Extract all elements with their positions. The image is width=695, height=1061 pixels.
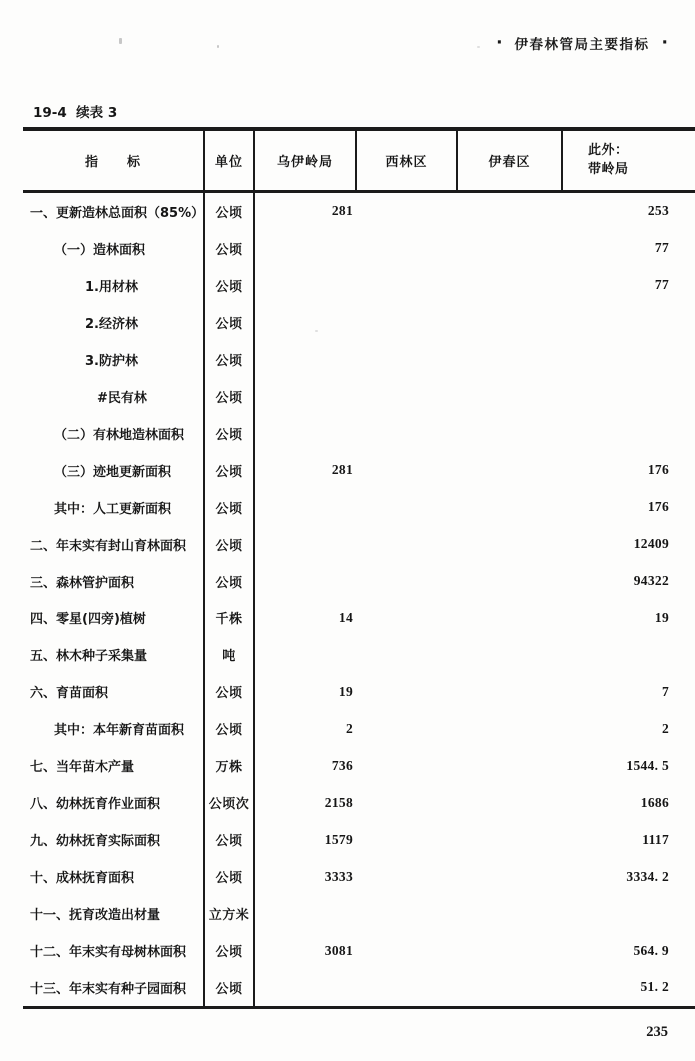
- row-unit: 公顷: [205, 452, 255, 489]
- cell-xilin: [357, 858, 458, 895]
- cell-dailing: 1686: [640, 794, 669, 810]
- cell-wuyiling: [255, 304, 357, 341]
- row-indicator: 八、幼林抚育作业面积: [23, 784, 205, 821]
- cell-dailing: 2: [661, 720, 669, 736]
- running-header-title: 伊春林管局主要指标: [514, 37, 650, 53]
- cell-dailing: 51. 2: [640, 979, 669, 995]
- row-indicator: 其中：本年新育苗面积: [23, 710, 205, 747]
- scan-speck: [315, 330, 318, 332]
- row-unit: 公顷: [205, 341, 255, 378]
- statistics-table: [23, 127, 695, 1009]
- table-row: [23, 969, 695, 1006]
- cell-xilin: [357, 489, 458, 526]
- column-header-indicator: 指 标: [23, 131, 205, 190]
- table-row: [23, 784, 695, 821]
- table-row: [23, 636, 695, 673]
- cell-wuyiling: 1579: [324, 831, 353, 847]
- cell-xilin: [357, 784, 458, 821]
- cell-yichun: [458, 784, 563, 821]
- cell-yichun: [458, 747, 563, 784]
- cell-dailing: 19: [654, 609, 669, 625]
- column-header-unit: 单位: [205, 131, 255, 190]
- cell-wuyiling: [255, 563, 357, 600]
- cell-xilin: [357, 821, 458, 858]
- scan-speck: [217, 45, 219, 48]
- cell-wuyiling: [255, 341, 357, 378]
- row-unit: 公顷: [205, 526, 255, 563]
- row-unit: 公顷: [205, 710, 255, 747]
- cell-xilin: [357, 710, 458, 747]
- table-row: [23, 895, 695, 932]
- cell-yichun: [458, 563, 563, 600]
- column-header-wuyiling: 乌伊岭局: [255, 131, 357, 190]
- row-unit: 公顷: [205, 821, 255, 858]
- table-row: [23, 489, 695, 526]
- running-header: [496, 33, 668, 53]
- cell-xilin: [357, 932, 458, 969]
- cell-dailing: 564. 9: [633, 942, 669, 958]
- cell-dailing: 77: [654, 277, 669, 293]
- row-indicator: 四、零星(四旁)植树: [23, 599, 205, 636]
- row-unit: 公顷: [205, 193, 255, 230]
- table-header-row: [23, 131, 695, 193]
- cell-wuyiling: 14: [338, 609, 353, 625]
- cell-xilin: [357, 673, 458, 710]
- cell-xilin: [357, 230, 458, 267]
- cell-xilin: [357, 304, 458, 341]
- table-row: [23, 599, 695, 636]
- row-unit: 公顷: [205, 932, 255, 969]
- cell-dailing: [563, 895, 695, 932]
- row-indicator: 十二、年末实有母树林面积: [23, 932, 205, 969]
- cell-dailing: 176: [647, 462, 669, 478]
- cell-xilin: [357, 267, 458, 304]
- cell-xilin: [357, 193, 458, 230]
- row-unit: 公顷: [205, 267, 255, 304]
- cell-xilin: [357, 378, 458, 415]
- cell-xilin: [357, 563, 458, 600]
- table-row: [23, 526, 695, 563]
- column-header-dailing: [563, 131, 695, 190]
- row-unit: 公顷: [205, 230, 255, 267]
- table-label: 19-4 续表 3: [33, 105, 118, 121]
- cell-dailing: [563, 341, 695, 378]
- table-row: [23, 747, 695, 784]
- cell-xilin: [357, 599, 458, 636]
- cell-yichun: [458, 304, 563, 341]
- cell-wuyiling: 281: [331, 462, 353, 478]
- cell-dailing: 12409: [633, 536, 669, 552]
- table-row: [23, 932, 695, 969]
- cell-yichun: [458, 969, 563, 1006]
- cell-yichun: [458, 193, 563, 230]
- column-header-yichun: 伊春区: [458, 131, 563, 190]
- cell-wuyiling: [255, 378, 357, 415]
- cell-yichun: [458, 415, 563, 452]
- page-number: 235: [646, 1024, 668, 1040]
- header-left-dot: ·: [496, 33, 503, 53]
- row-unit: 公顷: [205, 304, 255, 341]
- cell-yichun: [458, 452, 563, 489]
- row-unit: 公顷: [205, 489, 255, 526]
- cell-dailing: 7: [661, 683, 669, 699]
- row-indicator: 2.经济林: [23, 304, 205, 341]
- cell-wuyiling: [255, 415, 357, 452]
- cell-xilin: [357, 747, 458, 784]
- row-indicator: 五、林木种子采集量: [23, 636, 205, 673]
- cell-xilin: [357, 415, 458, 452]
- cell-wuyiling: [255, 267, 357, 304]
- cell-wuyiling: 2: [345, 720, 353, 736]
- row-unit: 公顷: [205, 415, 255, 452]
- table-row: [23, 341, 695, 378]
- cell-wuyiling: 736: [331, 757, 353, 773]
- table-body: [23, 193, 695, 1006]
- cell-yichun: [458, 932, 563, 969]
- column-header-dailing-line2: 带岭局: [588, 161, 629, 177]
- cell-yichun: [458, 673, 563, 710]
- row-unit: 公顷: [205, 969, 255, 1006]
- cell-dailing: [563, 304, 695, 341]
- cell-yichun: [458, 267, 563, 304]
- row-unit: 立方米: [205, 895, 255, 932]
- cell-xilin: [357, 636, 458, 673]
- header-right-dot: ·: [661, 33, 668, 53]
- row-unit: 公顷: [205, 673, 255, 710]
- cell-yichun: [458, 526, 563, 563]
- table-row: [23, 710, 695, 747]
- cell-wuyiling: [255, 489, 357, 526]
- cell-dailing: 77: [654, 240, 669, 256]
- cell-dailing: [563, 415, 695, 452]
- row-indicator: #民有林: [23, 378, 205, 415]
- cell-yichun: [458, 599, 563, 636]
- cell-xilin: [357, 526, 458, 563]
- cell-wuyiling: 281: [331, 203, 353, 219]
- table-row: [23, 193, 695, 230]
- row-indicator: 一、更新造林总面积（85%）: [23, 193, 205, 230]
- column-header-dailing-line1: 此外：: [588, 142, 629, 158]
- table-row: [23, 267, 695, 304]
- cell-dailing: 3334. 2: [626, 868, 669, 884]
- cell-yichun: [458, 341, 563, 378]
- row-indicator: （二）有林地造林面积: [23, 415, 205, 452]
- scan-speck: [477, 46, 480, 48]
- cell-dailing: 94322: [633, 573, 669, 588]
- cell-yichun: [458, 858, 563, 895]
- table-row: [23, 858, 695, 895]
- scan-speck: [119, 38, 122, 44]
- cell-yichun: [458, 378, 563, 415]
- cell-wuyiling: [255, 895, 357, 932]
- table-row: [23, 230, 695, 267]
- cell-wuyiling: [255, 230, 357, 267]
- cell-wuyiling: [255, 636, 357, 673]
- cell-wuyiling: 3081: [324, 942, 353, 958]
- cell-wuyiling: 2158: [324, 794, 353, 810]
- row-unit: 万株: [205, 747, 255, 784]
- row-indicator: 三、森林管护面积: [23, 563, 205, 600]
- cell-yichun: [458, 821, 563, 858]
- row-indicator: 3.防护林: [23, 341, 205, 378]
- table-row: [23, 452, 695, 489]
- table-row: [23, 563, 695, 600]
- table-row: [23, 673, 695, 710]
- cell-wuyiling: 19: [338, 683, 353, 699]
- cell-xilin: [357, 452, 458, 489]
- cell-yichun: [458, 710, 563, 747]
- cell-dailing: 1544. 5: [626, 757, 669, 773]
- cell-xilin: [357, 969, 458, 1006]
- cell-dailing: [563, 378, 695, 415]
- cell-yichun: [458, 489, 563, 526]
- table-row: [23, 415, 695, 452]
- row-indicator: 十一、抚育改造出材量: [23, 895, 205, 932]
- cell-wuyiling: [255, 969, 357, 1006]
- column-header-xilin: 西林区: [357, 131, 458, 190]
- row-unit: 公顷次: [205, 784, 255, 821]
- table-row: [23, 378, 695, 415]
- row-indicator: 其中：人工更新面积: [23, 489, 205, 526]
- cell-yichun: [458, 895, 563, 932]
- table-row: [23, 821, 695, 858]
- cell-yichun: [458, 230, 563, 267]
- cell-dailing: 253: [647, 203, 669, 219]
- cell-dailing: 176: [647, 499, 669, 515]
- cell-dailing: 1117: [642, 831, 669, 847]
- row-unit: 吨: [205, 636, 255, 673]
- cell-xilin: [357, 895, 458, 932]
- row-unit: 公顷: [205, 563, 255, 600]
- row-indicator: 二、年末实有封山育林面积: [23, 526, 205, 563]
- cell-wuyiling: 3333: [324, 868, 353, 884]
- row-indicator: 十三、年末实有种子园面积: [23, 969, 205, 1006]
- row-unit: 公顷: [205, 378, 255, 415]
- row-indicator: 1.用材林: [23, 267, 205, 304]
- cell-xilin: [357, 341, 458, 378]
- row-unit: 公顷: [205, 858, 255, 895]
- cell-yichun: [458, 636, 563, 673]
- row-indicator: 七、当年苗木产量: [23, 747, 205, 784]
- row-unit: 千株: [205, 599, 255, 636]
- row-indicator: （一）造林面积: [23, 230, 205, 267]
- row-indicator: 十、成林抚育面积: [23, 858, 205, 895]
- cell-wuyiling: [255, 526, 357, 563]
- row-indicator: 六、育苗面积: [23, 673, 205, 710]
- row-indicator: 九、幼林抚育实际面积: [23, 821, 205, 858]
- table-row: [23, 304, 695, 341]
- cell-dailing: [563, 636, 695, 673]
- row-indicator: （三）迹地更新面积: [23, 452, 205, 489]
